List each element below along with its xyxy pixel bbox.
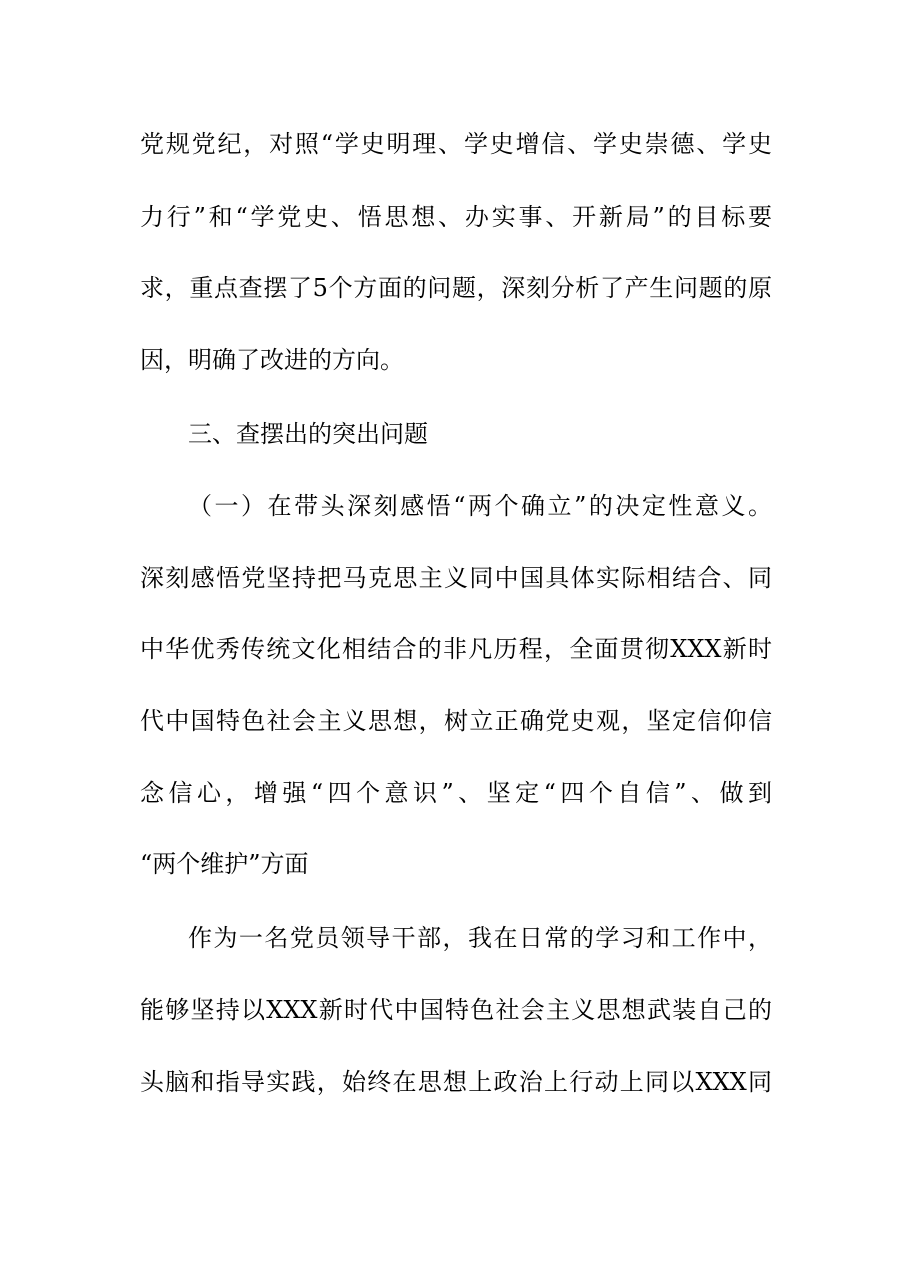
section-heading: 三、查摆出的突出问题 xyxy=(188,420,428,448)
paragraph-line: 能够坚持以XXX新时代中国特色社会主义思想武装自己的 xyxy=(140,996,772,1024)
paragraph-line: “两个维护”方面 xyxy=(140,850,309,878)
paragraph-line: 作为一名党员领导干部，我在日常的学习和工作中， xyxy=(188,924,772,952)
paragraph-line: 代中国特色社会主义思想，树立正确党史观，坚定信仰信 xyxy=(140,707,772,735)
paragraph-line: 中华优秀传统文化相结合的非凡历程，全面贯彻XXX新时 xyxy=(140,635,772,663)
paragraph-line: 念信心，增强“四个意识”、坚定“四个自信”、做到 xyxy=(140,779,772,807)
paragraph-line: 因，明确了改进的方向。 xyxy=(140,346,404,374)
paragraph-line: 深刻感悟党坚持把马克思主义同中国具体实际相结合、同 xyxy=(140,564,772,592)
paragraph-line: 求，重点查摆了5个方面的问题，深刻分析了产生问题的原 xyxy=(140,274,772,302)
paragraph-line: 力行”和“学党史、悟思想、办实事、开新局”的目标要 xyxy=(140,203,772,231)
paragraph-line: 头脑和指导实践，始终在思想上政治上行动上同以XXX同 xyxy=(140,1068,772,1096)
sub-heading-line: （一）在带头深刻感悟“两个确立”的决定性意义。 xyxy=(188,492,772,520)
paragraph-line: 党规党纪，对照“学史明理、学史增信、学史崇德、学史 xyxy=(140,130,772,158)
